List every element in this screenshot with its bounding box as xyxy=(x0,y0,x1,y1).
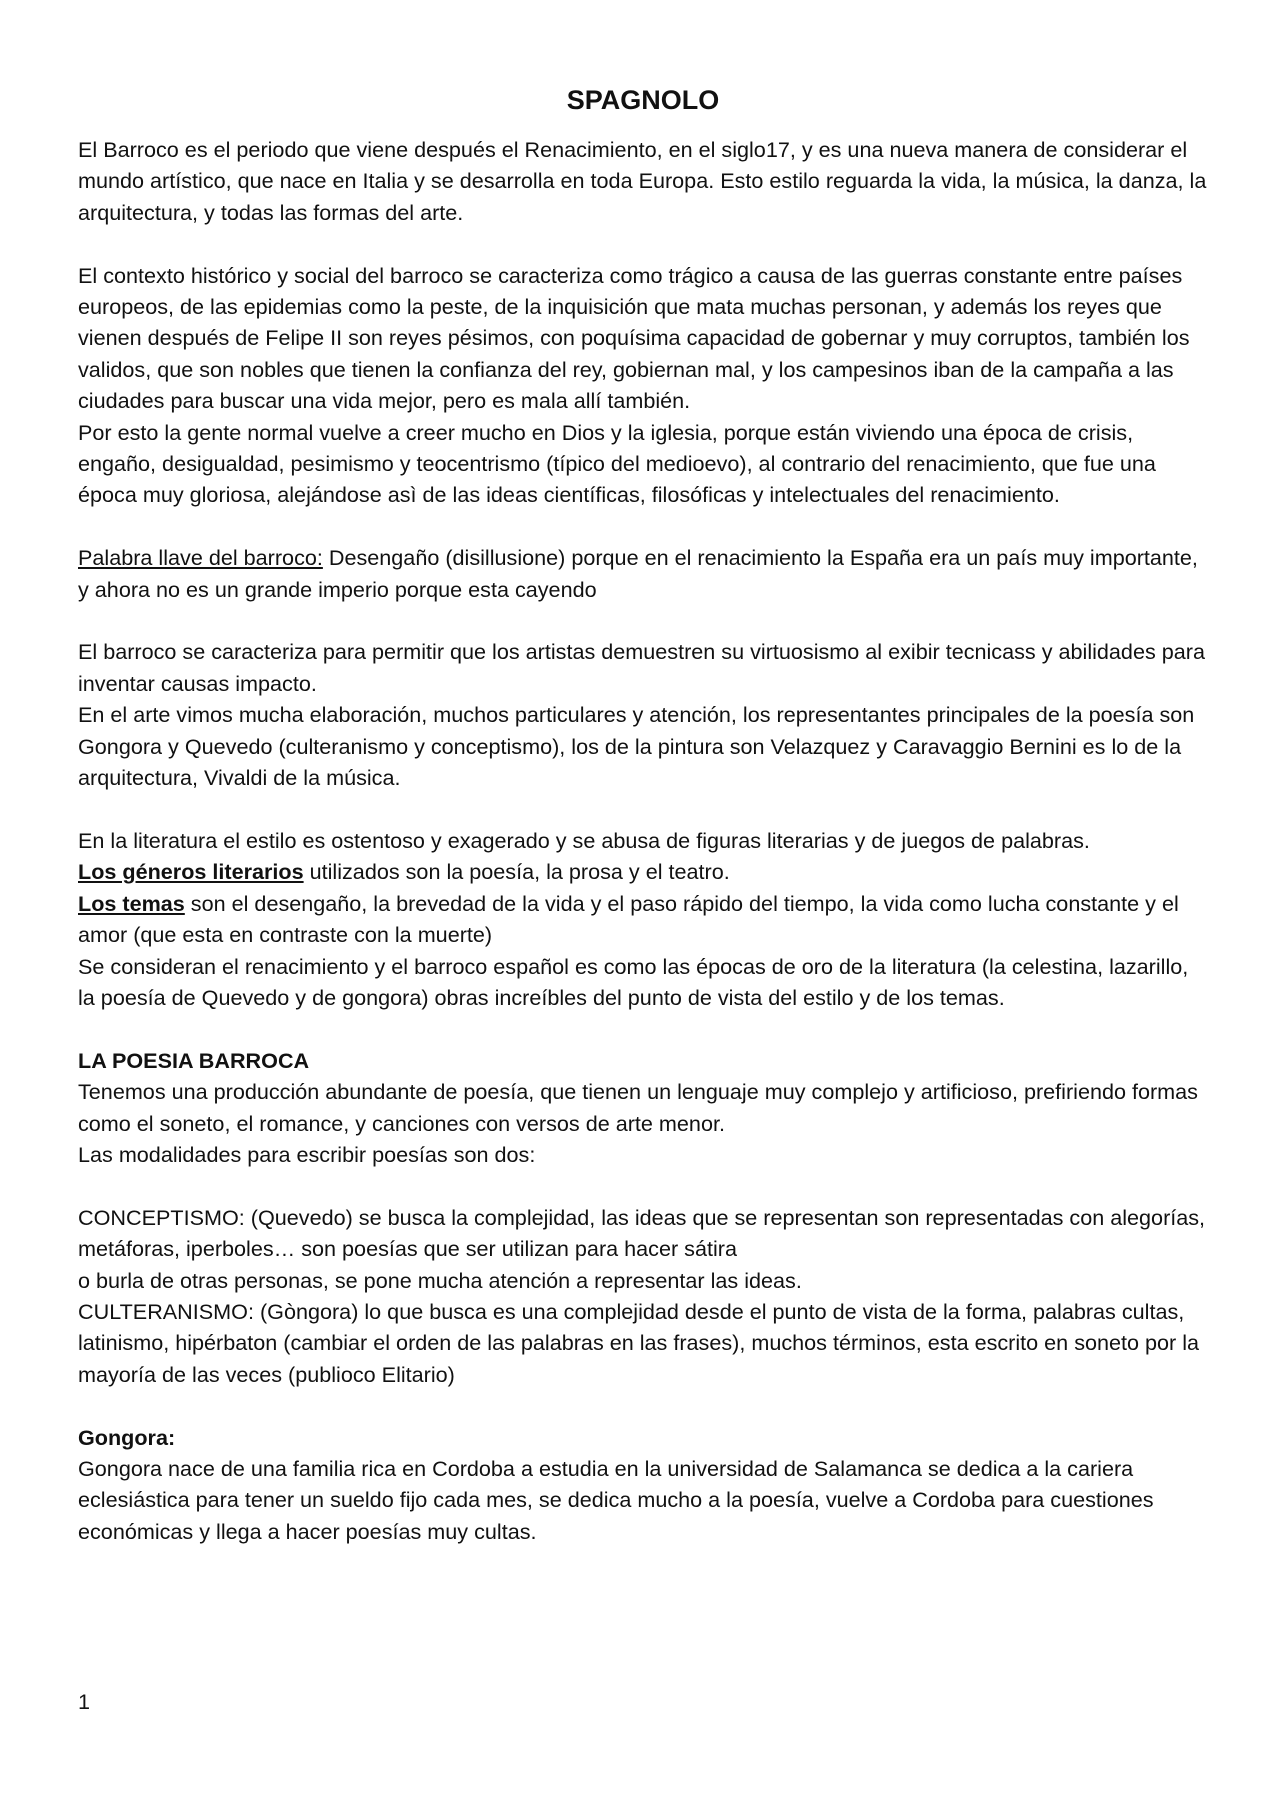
paragraph-gap xyxy=(78,1013,1208,1044)
document-body xyxy=(78,80,1208,1547)
paragraph-virtuosismo: El barroco se caracteriza para permitir que los artistas demuestren su virtuosismo al exibir tecnicass y abilidades para inventar causas impacto. xyxy=(78,639,1205,696)
generos-label: Los géneros literarios xyxy=(78,859,304,885)
paragraph-gongora: Gongora nace de una familia rica en Cordoba a estudia en la universidad de Salamanca se dedica a la cariera eclesiástica para tener un sueldo fijo cada mes, se dedica mucho a la poesía, vuelve a Cordoba para cuestiones económicas y llega a hacer poesías muy cultas. xyxy=(78,1455,1154,1544)
heading-poesia-barroca: LA POESIA BARROCA xyxy=(78,1047,310,1073)
paragraph-gap xyxy=(78,1390,1208,1421)
paragraph-temas xyxy=(78,888,1208,951)
paragraph-conceptismo: CONCEPTISMO: (Quevedo) se busca la complejidad, las ideas que se representan son representadas con alegorías, metáforas, iperboles… son poesías que ser utilizan para hacer sátira xyxy=(78,1204,1206,1262)
generos-text: utilizados son la poesía, la prosa y el teatro. xyxy=(303,859,730,885)
paragraph-barroco-intro: El Barroco es el periodo que viene después el Renacimiento, en el siglo17, y es una nueva manera de considerar el mundo artístico, que nace en Italia y se desarrolla en toda Europa. Esto estilo reguarda la vida, la música, la danza, la arquitectura, y todas las formas del arte. xyxy=(78,137,1207,225)
page-number: 1 xyxy=(78,1689,91,1714)
paragraph-gap xyxy=(78,793,1208,824)
paragraph-gap xyxy=(78,511,1208,542)
paragraph-gap xyxy=(78,1170,1208,1201)
document-title: SPAGNOLO xyxy=(566,85,720,115)
paragraph-epocas-de-oro: Se consideran el renacimiento y el barroco español es como las épocas de oro de la literatura (la celestina, lazarillo, la poesía de Quevedo y de gongora) obras increíbles del punto de vista del estilo y de los temas. xyxy=(78,953,1189,1010)
paragraph-gap xyxy=(78,228,1208,259)
palabra-llave-label: Palabra llave del barroco: xyxy=(78,545,323,571)
palabra-llave-text: Desengaño (disillusione) porque en el renacimiento la España era un país muy importante, y ahora no es un grande imperio porque esta cayendo xyxy=(78,545,1198,602)
heading-gongora: Gongora: xyxy=(78,1424,176,1450)
paragraph-culteranismo: CULTERANISMO: (Gòngora) lo que busca es una complejidad desde el punto de vista de la forma, palabras cultas, latinismo, hipérbaton (cambiar el orden de las palabras en las frases), muchos términos, esta escrito en soneto por la mayoría de las veces (publioco Elitario) xyxy=(78,1298,1200,1387)
paragraph-conceptismo-cont: o burla de otras personas, se pone mucha atención a representar las ideas. xyxy=(78,1267,802,1293)
paragraph-generos xyxy=(78,856,1208,887)
paragraph-modalidades: Las modalidades para escribir poesías son dos: xyxy=(78,1141,536,1167)
paragraph-arte: En el arte vimos mucha elaboración, muchos particulares y atención, los representantes principales de la poesía son Gongora y Quevedo (culteranismo y conceptismo), los de la pintura son Velazquez y Caravaggio Bernini es lo de la arquitectura, Vivaldi de la música. xyxy=(78,702,1195,791)
paragraph-crisis: Por esto la gente normal vuelve a creer mucho en Dios y la iglesia, porque están viviendo una época de crisis, engaño, desigualdad, pesimismo y teocentrismo (típico del medioevo), al contrario del renacimiento, que fue una época muy gloriosa, alejándose asì de las ideas científicas, filosóficas y intelectuales del renacimiento. xyxy=(78,419,1156,508)
paragraph-gap xyxy=(78,605,1208,636)
paragraph-palabra-llave xyxy=(78,542,1208,605)
paragraph-contexto-historico: El contexto histórico y social del barroco se caracteriza como trágico a causa de las guerras constante entre países europeos, de las epidemias como la peste, de la inquisición que mata muchas personan, y además los reyes que vienen después de Felipe II son reyes pésimos, con poquísima capacidad de gobernar y muy corruptos, también los validos, que son nobles que tienen la confianza del rey, gobiernan mal, y los campesinos iban de la campaña a las ciudades para buscar una vida mejor, pero es mala allí también. xyxy=(78,262,1190,414)
paragraph-literatura: En la literatura el estilo es ostentoso y exagerado y se abusa de figuras literarias y de juegos de palabras. xyxy=(78,827,1090,853)
temas-label: Los temas xyxy=(78,890,185,916)
temas-text: son el desengaño, la brevedad de la vida y el paso rápido del tiempo, la vida como lucha constante y el amor (que esta en contraste con la muerte) xyxy=(78,890,1179,948)
paragraph-produccion: Tenemos una producción abundante de poesía, que tienen un lenguaje muy complejo y artificioso, prefiriendo formas como el soneto, el romance, y canciones con versos de arte menor. xyxy=(78,1079,1198,1136)
